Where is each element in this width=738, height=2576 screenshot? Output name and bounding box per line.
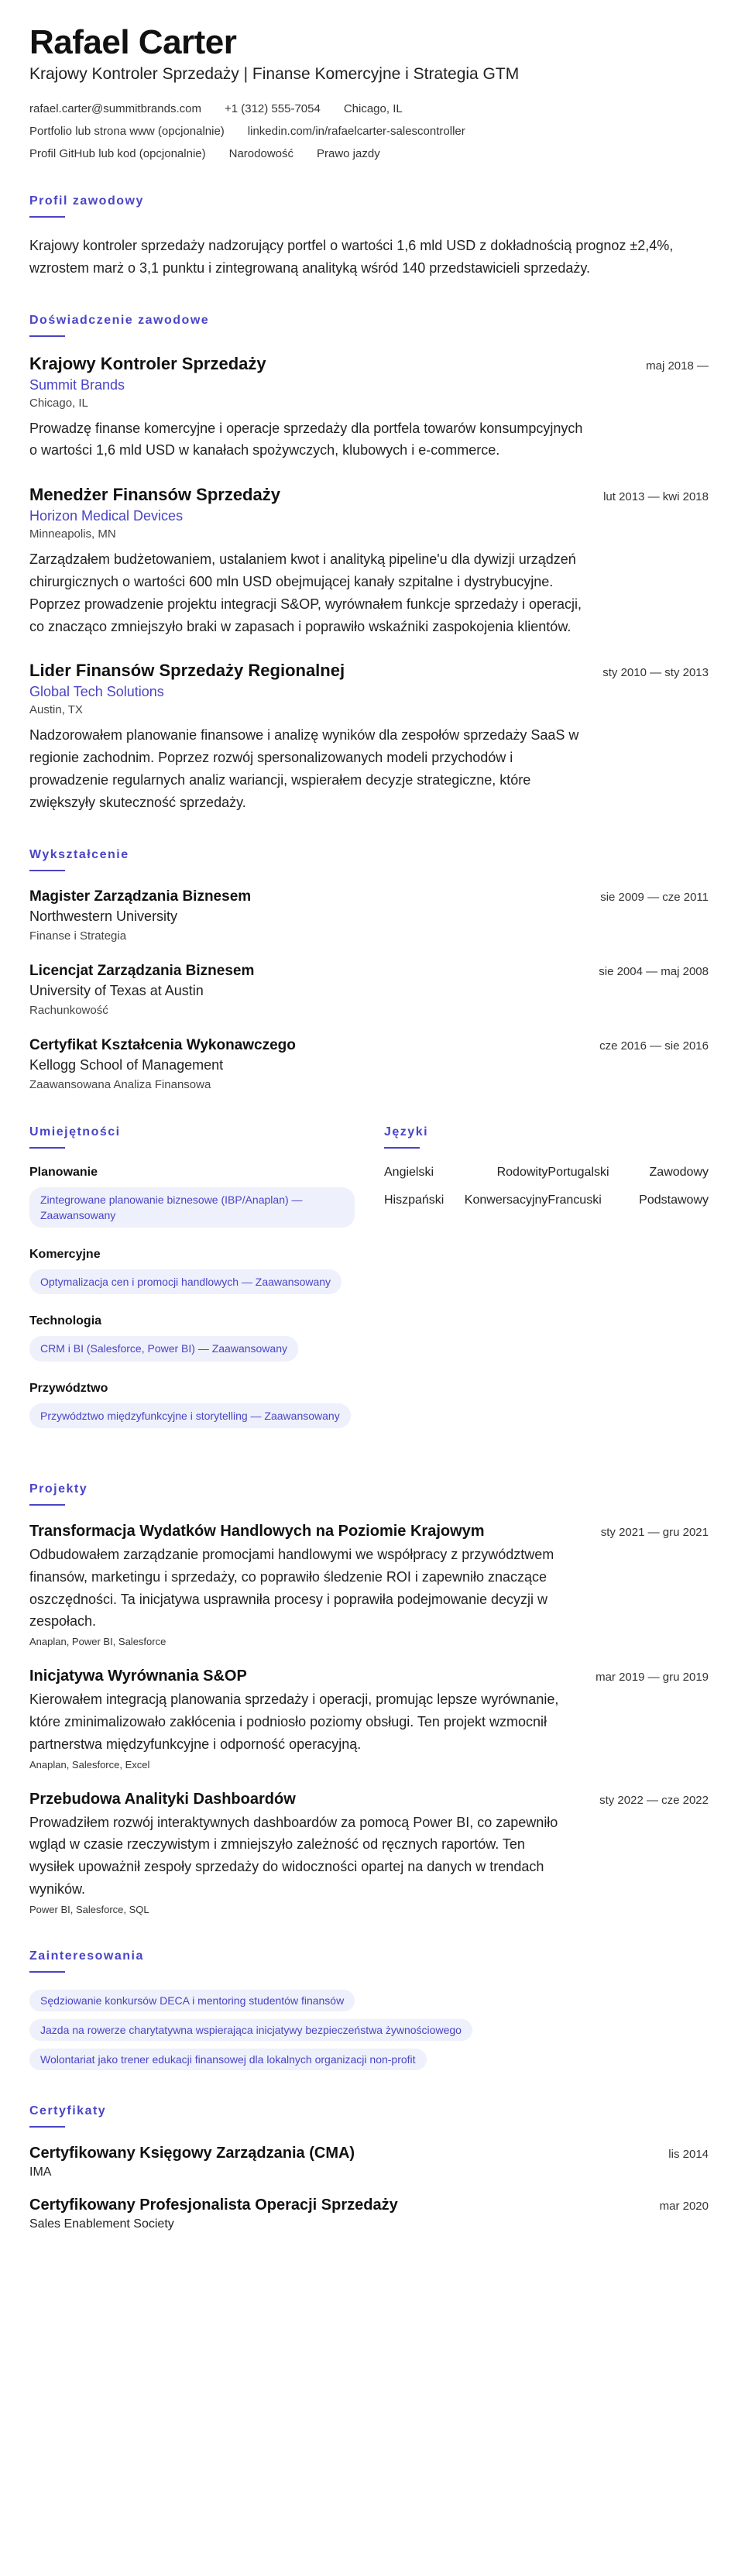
education-school: University of Texas at Austin bbox=[29, 982, 204, 998]
education-field: Rachunkowość bbox=[29, 1003, 108, 1017]
linkedin-link[interactable]: linkedin.com/in/rafaelcarter-salescontroller bbox=[247, 125, 465, 138]
job-entry bbox=[29, 661, 709, 813]
education-date: sie 2009 — cze 2011 bbox=[600, 890, 709, 904]
education-field: Zaawansowana Analiza Finansowa bbox=[29, 1077, 211, 1091]
candidate-name: Rafael Carter bbox=[29, 23, 237, 61]
education-date: cze 2016 — sie 2016 bbox=[599, 1039, 709, 1053]
section-title: Wykształcenie bbox=[29, 847, 129, 861]
email-link[interactable]: rafael.carter@summitbrands.com bbox=[29, 102, 201, 115]
github-link[interactable]: Profil GitHub lub kod (opcjonalnie) bbox=[29, 147, 206, 160]
skills-section bbox=[29, 1125, 355, 1448]
profile-section bbox=[29, 194, 709, 280]
section-title: Umiejętności bbox=[29, 1125, 121, 1139]
job-title: Lider Finansów Sprzedaży Regionalnej bbox=[29, 661, 345, 681]
job-company: Summit Brands bbox=[29, 376, 125, 393]
language-level: Zawodowy bbox=[649, 1165, 709, 1179]
language-name: Portugalski bbox=[547, 1165, 609, 1179]
section-divider bbox=[29, 1147, 65, 1149]
project-entry bbox=[29, 1791, 709, 1915]
profile-summary: Krajowy kontroler sprzedaży nadzorujący portfel o wartości 1,6 mld USD z dokładnością prognoz ±2,4%, wzrostem marż o 3,1 punktu i zintegrowaną analityką wśród 140 przedstawicieli sprzedaży. bbox=[29, 238, 674, 276]
job-entry bbox=[29, 485, 709, 637]
project-technologies: Anaplan, Power BI, Salesforce bbox=[29, 1636, 166, 1648]
job-date: sty 2010 — sty 2013 bbox=[602, 666, 709, 680]
certificates-section bbox=[29, 2104, 709, 2231]
location: Chicago, IL bbox=[343, 102, 403, 115]
languages-grid bbox=[384, 1166, 709, 1207]
education-degree: Certyfikat Kształcenia Wykonawczego bbox=[29, 1036, 296, 1053]
job-location: Minneapolis, MN bbox=[29, 527, 116, 541]
education-entry bbox=[29, 1037, 709, 1091]
job-date: lut 2013 — kwi 2018 bbox=[603, 490, 709, 504]
project-technologies: Anaplan, Salesforce, Excel bbox=[29, 1758, 150, 1771]
certificate-entry bbox=[29, 2196, 709, 2231]
section-title: Zainteresowania bbox=[29, 1949, 144, 1963]
project-date: mar 2019 — gru 2019 bbox=[596, 1671, 709, 1685]
project-description: Prowadziłem rozwój interaktywnych dashboardów za pomocą Power BI, co zapewniło wgląd w czasie rzeczywistym i zmniejszyło zależność od ręcznych raportów. Ten wysiłek upoważnił zespoły sprzedaży do widoczności opartej na danych w trendach wyników. bbox=[29, 1814, 558, 1898]
section-title: Profil zawodowy bbox=[29, 194, 144, 208]
project-description: Kierowałem integracją planowania sprzedaży i operacji, promując lepsze wyrównanie, które zminimalizowało zakłócenia i podniosło poziomy obsługi. Ten projekt wzmocnił partnerstwa międzyfunkcyjne i odporność operacyjną. bbox=[29, 1692, 559, 1752]
certificate-date: mar 2020 bbox=[659, 2199, 709, 2213]
skill-chip: Zintegrowane planowanie biznesowe (IBP/Anaplan) — Zaawansowany bbox=[29, 1187, 355, 1228]
certificate-entry bbox=[29, 2145, 709, 2179]
project-title: Przebudowa Analityki Dashboardów bbox=[29, 1790, 296, 1808]
education-date: sie 2004 — maj 2008 bbox=[599, 964, 709, 978]
section-divider bbox=[29, 1971, 65, 1973]
project-entry bbox=[29, 1523, 709, 1647]
education-degree: Licencjat Zarządzania Biznesem bbox=[29, 962, 255, 979]
interest-chip: Jazda na rowerze charytatywna wspierająca inicjatywy bezpieczeństwa żywnościowego bbox=[29, 2019, 472, 2041]
section-title: Języki bbox=[384, 1125, 429, 1139]
language-level: Konwersacyjny bbox=[464, 1193, 548, 1207]
section-divider bbox=[29, 335, 65, 337]
skills-languages-row bbox=[29, 1125, 709, 1448]
contact-row-3 bbox=[29, 147, 709, 160]
contact-row-2 bbox=[29, 125, 709, 138]
education-school: Northwestern University bbox=[29, 908, 178, 924]
job-title: Krajowy Kontroler Sprzedaży bbox=[29, 353, 266, 373]
language-name: Angielski bbox=[384, 1165, 434, 1179]
certificate-name: Certyfikowany Profesjonalista Operacji Sprzedaży bbox=[29, 2196, 398, 2214]
certificate-name: Certyfikowany Księgowy Zarządzania (CMA) bbox=[29, 2144, 355, 2162]
education-section bbox=[29, 848, 709, 1091]
experience-section bbox=[29, 314, 709, 814]
skill-chip: CRM i BI (Salesforce, Power BI) — Zaawansowany bbox=[29, 1336, 298, 1361]
section-title: Certyfikaty bbox=[29, 2104, 107, 2117]
language-level: Podstawowy bbox=[639, 1193, 709, 1207]
certificate-date: lis 2014 bbox=[668, 2147, 709, 2161]
job-description: Zarządzałem budżetowaniem, ustalaniem kwot i analityką pipeline'u dla dywizji urządzeń chirurgicznych o wartości 600 mln USD obejmującej kanały szpitalne i dystrybucyjne. Poprzez prowadzenie projektu integracji S&OP, wyrównałem funkcje sprzedaży i operacji, co znacząco zmniejszyło braki w zapasach i poprawiło wskaźniki zaspokojenia klientów. bbox=[29, 551, 582, 634]
education-school: Kellogg School of Management bbox=[29, 1056, 224, 1073]
education-degree: Magister Zarządzania Biznesem bbox=[29, 888, 252, 905]
skill-chip: Optymalizacja cen i promocji handlowych — Zaawansowany bbox=[29, 1269, 342, 1294]
interest-chip: Wolontariat jako trener edukacji finansowej dla lokalnych organizacji non-profit bbox=[29, 2049, 427, 2070]
nationality: Narodowość bbox=[228, 147, 293, 160]
section-title: Doświadczenie zawodowe bbox=[29, 313, 210, 327]
candidate-headline: Krajowy Kontroler Sprzedaży | Finanse Komercyjne i Strategia GTM bbox=[29, 65, 520, 83]
skill-category: Technologia bbox=[29, 1314, 102, 1328]
certificate-issuer: Sales Enablement Society bbox=[29, 2217, 174, 2231]
project-title: Transformacja Wydatków Handlowych na Poziomie Krajowym bbox=[29, 1523, 485, 1540]
driving-license: Prawo jazdy bbox=[317, 147, 380, 160]
section-divider bbox=[29, 870, 65, 871]
skill-chip: Przywództwo międzyfunkcyjne i storytelling — Zaawansowany bbox=[29, 1403, 351, 1428]
interests-section bbox=[29, 1949, 709, 2070]
languages-section bbox=[384, 1125, 709, 1448]
section-title: Projekty bbox=[29, 1482, 88, 1496]
job-company: Horizon Medical Devices bbox=[29, 508, 184, 524]
phone-number[interactable]: +1 (312) 555-7054 bbox=[224, 102, 321, 115]
skill-category: Planowanie bbox=[29, 1165, 98, 1179]
project-description: Odbudowałem zarządzanie promocjami handlowymi we współpracy z przywództwem finansów, marketingu i sprzedaży, co poprawiło śledzenie ROI i zapewniło znaczące oszczędności. Ta inicjatywa usprawniła procesy i poprawiła podejmowanie decyzji w zespołach. bbox=[29, 1547, 554, 1630]
section-divider bbox=[29, 2126, 65, 2128]
project-date: sty 2021 — gru 2021 bbox=[600, 1526, 709, 1540]
section-divider bbox=[29, 1504, 65, 1506]
language-level: Rodowity bbox=[496, 1165, 548, 1179]
job-location: Chicago, IL bbox=[29, 396, 88, 410]
job-title: Menedżer Finansów Sprzedaży bbox=[29, 485, 280, 505]
job-date: maj 2018 — bbox=[646, 359, 709, 373]
job-description: Prowadzę finanse komercyjne i operacje sprzedaży dla portfela towarów konsumpcyjnych o wartości 1,6 mld USD w kanałach spożywczych, klubowych i e-commerce. bbox=[29, 420, 583, 459]
job-description: Nadzorowałem planowanie finansowe i analizę wyników dla zespołów sprzedaży SaaS w regionie zachodnim. Poprzez rozwój spersonalizowanych modeli przychodów i prowadzenie regularnych analiz wariancji, wspierałem decyzje strategiczne, które zwiększyły skuteczność sprzedaży. bbox=[29, 727, 579, 810]
language-name: Hiszpański bbox=[384, 1193, 445, 1207]
skill-category: Komercyjne bbox=[29, 1248, 101, 1262]
projects-section bbox=[29, 1482, 709, 1915]
job-company: Global Tech Solutions bbox=[29, 684, 164, 700]
education-entry bbox=[29, 963, 709, 1017]
project-technologies: Power BI, Salesforce, SQL bbox=[29, 1903, 149, 1915]
interest-chip: Sędziowanie konkursów DECA i mentoring studentów finansów bbox=[29, 1990, 355, 2011]
education-entry bbox=[29, 888, 709, 943]
project-date: sty 2022 — cze 2022 bbox=[599, 1793, 709, 1807]
contact-row-1 bbox=[29, 102, 709, 115]
project-entry bbox=[29, 1668, 709, 1770]
skill-category: Przywództwo bbox=[29, 1381, 108, 1395]
language-name: Francuski bbox=[547, 1193, 602, 1207]
job-location: Austin, TX bbox=[29, 703, 83, 717]
job-entry bbox=[29, 354, 709, 462]
section-divider bbox=[384, 1147, 420, 1149]
education-field: Finanse i Strategia bbox=[29, 929, 127, 943]
project-title: Inicjatywa Wyrównania S&OP bbox=[29, 1668, 247, 1685]
portfolio-link[interactable]: Portfolio lub strona www (opcjonalnie) bbox=[29, 125, 225, 138]
section-divider bbox=[29, 216, 65, 218]
certificate-issuer: IMA bbox=[29, 2165, 52, 2179]
